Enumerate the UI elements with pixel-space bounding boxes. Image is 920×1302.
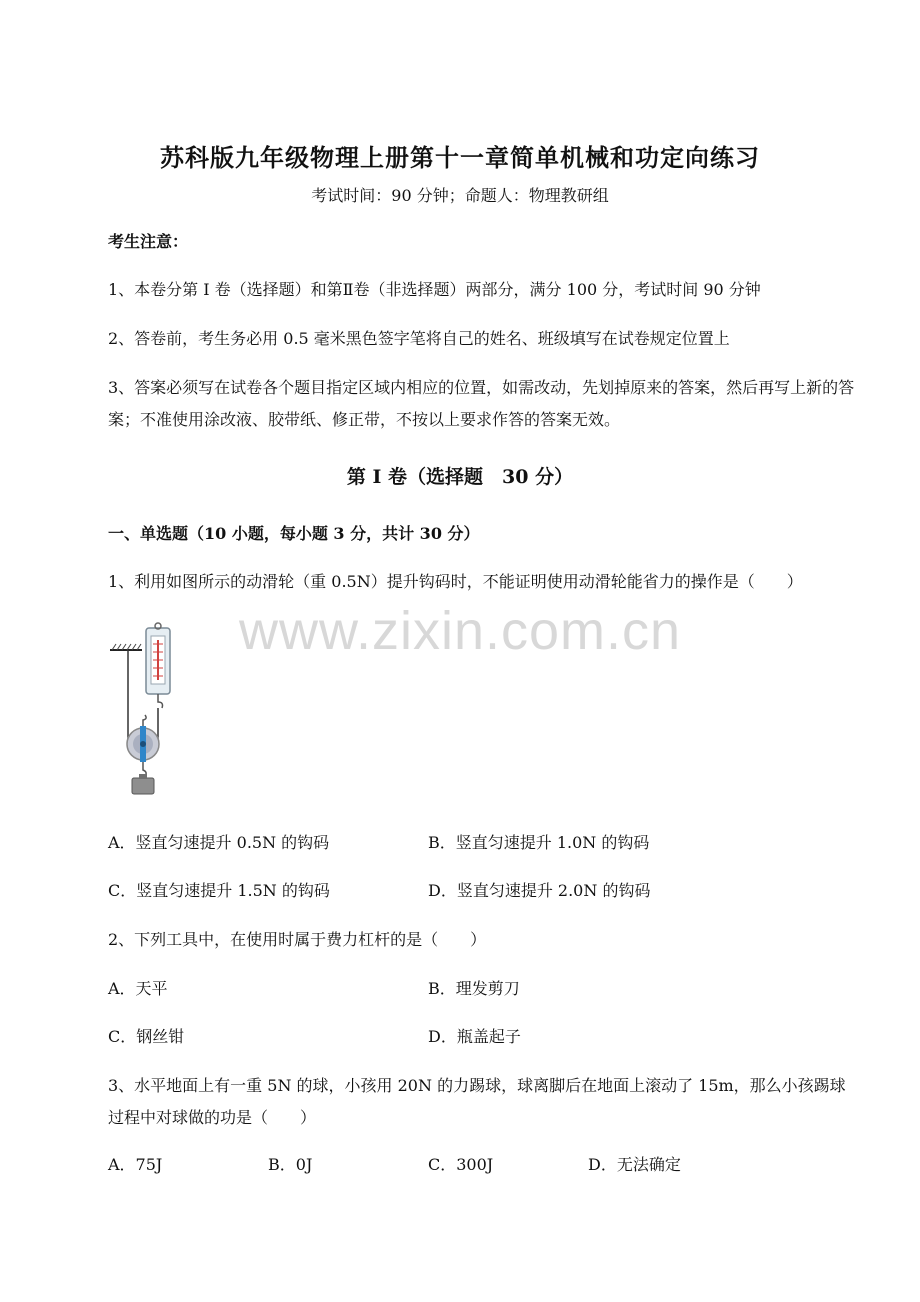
option-d: D．瓶盖起子 <box>428 1027 521 1046</box>
option-d: D．竖直匀速提升 2.0N 的钩码 <box>428 881 651 900</box>
pulley-figure <box>108 622 188 800</box>
notice-item: 3、答案必须写在试卷各个题目指定区域内相应的位置，如需改动，先划掉原来的答案，然后再写上新的答案；不准使用涂改液、胶带纸、修正带，不按以上要求作答的答案无效。 <box>108 378 855 429</box>
option-b: B．0J <box>268 1155 313 1174</box>
question-stem: 2、下列工具中，在使用时属于费力杠杆的是（ ） <box>108 930 487 949</box>
watermark: www.zixin.com.cn <box>238 601 682 661</box>
question-stem: 1、利用如图所示的动滑轮（重 0.5N）提升钩码时，不能证明使用动滑轮能省力的操作是（ ） <box>108 572 803 591</box>
option-b: B．理发剪刀 <box>428 979 520 998</box>
page-title: 苏科版九年级物理上册第十一章简单机械和功定向练习 <box>160 143 760 172</box>
page-subtitle: 考试时间：90 分钟；命题人：物理教研组 <box>311 186 609 205</box>
option-c: C．钢丝钳 <box>108 1027 185 1046</box>
notice-item: 2、答卷前，考生务必用 0.5 毫米黑色签字笔将自己的姓名、班级填写在试卷规定位置上 <box>108 329 730 348</box>
part-heading: 一、单选题（10 小题，每小题 3 分，共计 30 分） <box>108 524 480 543</box>
option-a: A．竖直匀速提升 0.5N 的钩码 <box>108 833 330 852</box>
option-c: C．300J <box>428 1155 494 1174</box>
option-a: A．75J <box>108 1155 163 1174</box>
section-title: 第 I 卷（选择题 30 分） <box>346 466 574 488</box>
option-c: C．竖直匀速提升 1.5N 的钩码 <box>108 881 330 900</box>
option-d: D．无法确定 <box>588 1155 681 1174</box>
notice-heading: 考生注意： <box>108 232 189 251</box>
option-b: B．竖直匀速提升 1.0N 的钩码 <box>428 833 650 852</box>
notice-item: 1、本卷分第 I 卷（选择题）和第Ⅱ卷（非选择题）两部分，满分 100 分，考试时间 90 分钟 <box>108 280 761 299</box>
question-stem: 3、水平地面上有一重 5N 的球，小孩用 20N 的力踢球，球离脚后在地面上滚动了 15m，那么小孩踢球过程中对球做的功是（ ） <box>108 1076 846 1127</box>
option-a: A．天平 <box>108 979 168 998</box>
